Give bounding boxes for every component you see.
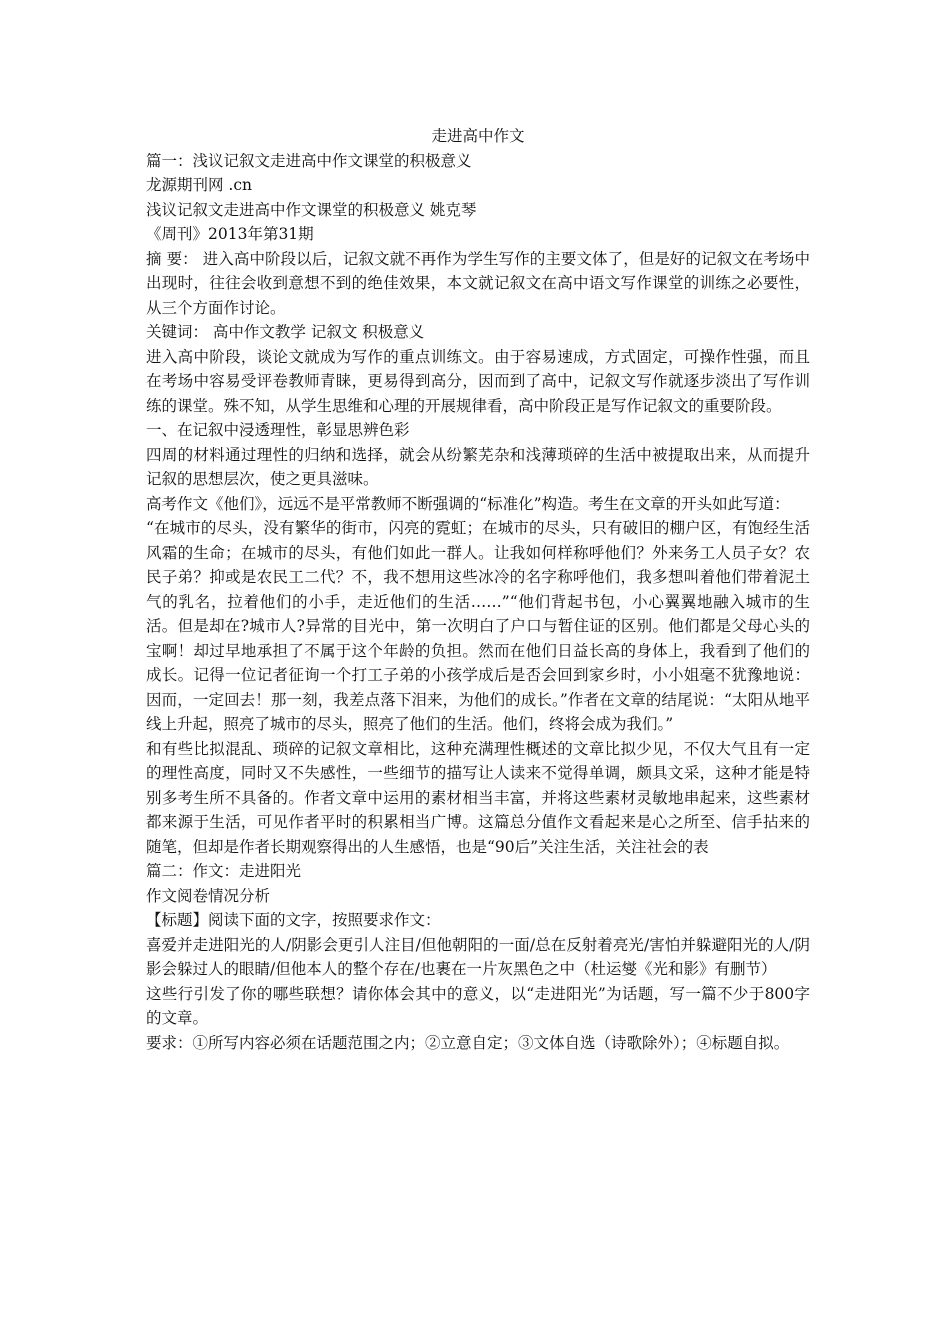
- body-paragraph: 关键词： 高中作文教学 记叙文 积极意义: [146, 323, 425, 341]
- body-paragraph: 和有些比拟混乱、琐碎的记叙文章相比，这种充满理性概述的文章比拟少见，不仅大气且有一定的理性高度，同时又不失感性，一些细节的描写让人读来不觉得单调，颇具文采，这种才能是特别多考生所不具备的。作者文章中运用的素材相当丰富，并将这些素材灵敏地串起来，这些素材都来源于生活，可见作者平时的积累相当广博。这篇总分值作文看起来是心之所至、信手拈来的随笔，但却是作者长期观察得出的人生感悟，也是“90后”关注生活，关注社会的表: [146, 739, 810, 856]
- document-page: [146, 124, 810, 1055]
- body-paragraph: 龙源期刊网 .cn: [146, 176, 253, 194]
- body-paragraph: “在城市的尽头，没有繁华的街市，闪亮的霓虹；在城市的尽头，只有破旧的棚户区，有饱经生活风霜的生命；在城市的尽头，有他们如此一群人。让我如何样称呼他们？外来务工人员子女？农民子弟？抑或是农民工二代？不，我不想用这些冰冷的名字称呼他们，我多想叫着他们带着泥土气的乳名，拉着他们的小手，走近他们的生活……”“他们背起书包，小心翼翼地融入城市的生活。但是却在?城市人?异常的目光中，第一次明白了户口与暂住证的区别。他们都是父母心头的宝啊！却过早地承担了不属于这个年龄的负担。然而在他们日益长高的身体上，我看到了他们的成长。记得一位记者征询一个打工子弟的小孩学成后是否会回到家乡时，小小姐毫不犹豫地说：因而，一定回去！那一刻，我差点落下泪来，为他们的成长。”作者在文章的结尾说：“太阳从地平线上升起，照亮了城市的尽头，照亮了他们的生活。他们，终将会成为我们。”: [146, 519, 810, 733]
- body-paragraph: 一、在记叙中浸透理性，彰显思辨色彩: [146, 421, 410, 439]
- body-paragraph: 浅议记叙文走进高中作文课堂的积极意义 姚克琴: [146, 200, 477, 219]
- document-body: [146, 149, 810, 1056]
- body-paragraph: 作文阅卷情况分析: [146, 886, 271, 905]
- body-paragraph: 篇一：浅议记叙文走进高中作文课堂的积极意义: [146, 151, 472, 170]
- body-paragraph: 要求：①所写内容必须在话题范围之内；②立意自定；③文体自选（诗歌除外）；④标题自拟。: [146, 1033, 790, 1052]
- body-paragraph: 篇二：作文：走进阳光: [146, 862, 302, 880]
- body-paragraph: 四周的材料通过理性的归纳和选择，就会从纷繁芜杂和浅薄琐碎的生活中被提取出来，从而提升记叙的思想层次，使之更具滋味。: [146, 445, 810, 488]
- body-paragraph: 【标题】阅读下面的文字，按照要求作文：: [146, 911, 441, 929]
- body-paragraph: 这些行引发了你的哪些联想？请你体会其中的意义，以“走进阳光”为话题，写一篇不少于800字的文章。: [146, 984, 810, 1027]
- body-paragraph: 喜爱并走进阳光的人/阴影会更引人注目/但他朝阳的一面/总在反射着亮光/害怕并躲避阳光的人/阴影会躲过人的眼睛/但他本人的整个存在/也裹在一片灰黑色之中（杜运燮《光和影》有删节）: [146, 935, 810, 978]
- body-paragraph: 进入高中阶段，谈论文就成为写作的重点训练文。由于容易速成，方式固定，可操作性强，而且在考场中容易受评卷教师青睐，更易得到高分，因而到了高中，记叙文写作就逐步淡出了写作训练的课堂。殊不知，从学生思维和心理的开展规律看，高中阶段正是写作记叙文的重要阶段。: [146, 347, 810, 415]
- body-paragraph: 摘 要： 进入高中阶段以后，记叙文就不再作为学生写作的主要文体了，但是好的记叙文在考场中出现时，往往会收到意想不到的绝佳效果，本文就记叙文在高中语文写作课堂的训练之必要性，从三个方面作讨论。: [146, 249, 810, 317]
- body-paragraph: 《周刊》2013年第31期: [146, 225, 314, 243]
- document-title: 走进高中作文: [431, 127, 525, 145]
- body-paragraph: 高考作文《他们》，远远不是平常教师不断强调的“标准化”构造。考生在文章的开头如此写道：: [146, 494, 790, 513]
